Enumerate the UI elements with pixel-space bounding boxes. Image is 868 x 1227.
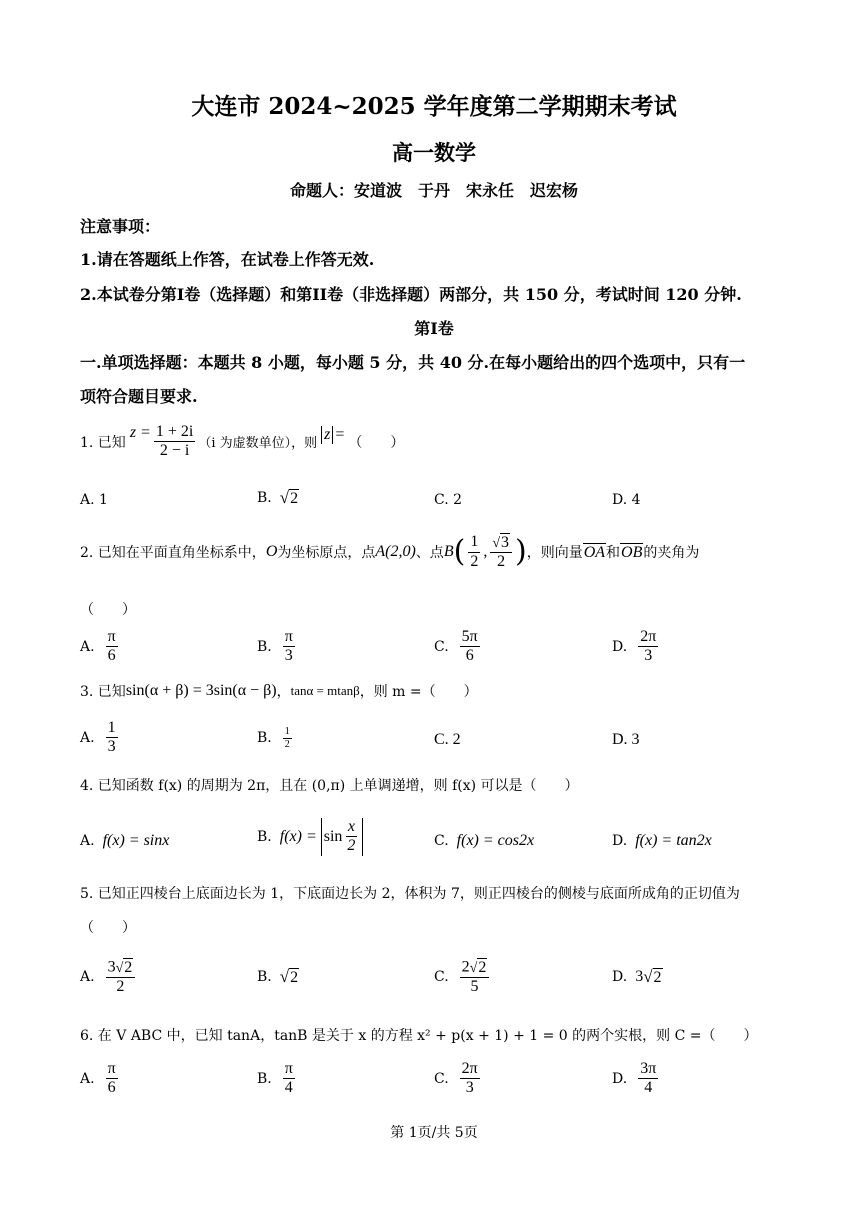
q3-option-a-num: 1 [106, 719, 118, 738]
q2-answer-paren: （ ） [80, 602, 136, 618]
q2-option-a-num: π [106, 628, 118, 647]
q3-option-b-label: B. [257, 730, 272, 746]
q6-option-c [434, 1060, 483, 1098]
q2-by-den: 2 [497, 552, 506, 570]
q4-option-b-den: 2 [347, 837, 356, 855]
q3-option-b-fraction [283, 726, 292, 750]
section-instruction-line1: 一.单项选择题：本题共 8 小题，每小题 5 分，共 40 分.在每小题给出的四个选项中，只有一 [80, 353, 746, 372]
q5-answer-paren: （ ） [80, 920, 136, 936]
exam-subject: 高一数学 [392, 140, 476, 165]
q6-option-b-fraction [283, 1060, 295, 1098]
q2-option-d-den: 3 [644, 647, 653, 665]
q4-option-c [434, 832, 534, 850]
q4-option-b-num: x [346, 818, 357, 837]
q6-option-a-label: A. [80, 1070, 95, 1087]
q5-option-b-label: B. [257, 969, 272, 985]
q5-option-c [434, 958, 492, 996]
question-4: 4. 已知函数 f(x) 的周期为 2π，且在 (0,π) 上单调递增，则 f(x) 可以是（ ） [80, 778, 579, 794]
q4-option-b-sin: sin [323, 827, 343, 845]
q1-denominator: 2 − i [159, 442, 190, 460]
q2-option-d-label: D. [612, 638, 628, 655]
q6-option-b [257, 1060, 298, 1098]
q2-vector-ob: OB [621, 543, 643, 561]
q5-option-c-num: 2 √ 2 [460, 958, 490, 978]
q2-bx-fraction [468, 533, 480, 571]
q3-option-b-den: 2 [284, 738, 290, 750]
q3-option-a [80, 719, 121, 757]
q1-z: z = [129, 423, 151, 441]
q5-option-a-label: A. [80, 969, 95, 986]
q1-option-c: C. 2 [434, 492, 463, 508]
q6-option-b-label: B. [257, 1070, 272, 1087]
q2-by-num: √ 3 [490, 533, 512, 553]
q3-option-c: C. 2 [434, 731, 461, 748]
q6-option-a-num: π [106, 1060, 118, 1079]
q5-option-c-fraction [460, 958, 490, 996]
q6-option-b-den: 4 [284, 1079, 293, 1097]
q2-point-a: A(2,0) [375, 543, 416, 561]
q4-option-d-value: f(x) = tan2x [635, 832, 712, 849]
q6-option-d-fraction [638, 1060, 658, 1098]
q2-text-2: 为坐标原点，点 [277, 545, 376, 562]
exam-title: 大连市 2024~2025 学年度第二学期期末考试 [191, 93, 677, 120]
q1-option-b-radicand: 2 [290, 490, 299, 508]
q2-option-a [80, 628, 121, 666]
q3-option-a-fraction [106, 719, 118, 757]
q5-option-d-radicand: 2 [653, 969, 662, 987]
q3-equation-1: sin(α + β) = 3sin(α − β) [125, 682, 277, 699]
q2-option-b-fraction [283, 628, 295, 666]
q1-note: （i 为虚数单位），则 [198, 436, 318, 452]
q6-option-d-label: D. [612, 1070, 628, 1087]
q2-origin: O [265, 543, 278, 561]
q5-option-a [80, 958, 138, 996]
q5-option-b-radicand: 2 [290, 969, 299, 987]
q1-prefix: 1. 已知 [80, 434, 126, 451]
q3-option-a-label: A. [80, 729, 95, 746]
q5-option-c-den: 5 [470, 977, 479, 995]
q2-by-radicand: 3 [501, 534, 509, 551]
q1-abs-z: z [321, 426, 333, 444]
q5-option-d-sqrt: √ 2 [643, 967, 662, 987]
q2-text-3: 、点 [415, 545, 444, 562]
q2-option-a-den: 6 [107, 647, 116, 665]
q3-suffix: ，则 m =（ ） [359, 684, 478, 700]
q2-vector-oa: OA [583, 543, 606, 561]
question-5: 5. 已知正四棱台上底面边长为 1，下底面边长为 2，体积为 7，则正四棱台的侧棱与底面所成角的正切值为 [80, 886, 740, 902]
q6-option-c-num: 2π [460, 1060, 480, 1079]
volume-heading: 第I卷 [414, 319, 454, 338]
q2-option-c-label: C. [434, 638, 449, 655]
q4-option-c-value: f(x) = cos2x [456, 832, 535, 849]
q5-option-c-coef: 2 [461, 958, 470, 976]
q1-equals: = [335, 425, 345, 443]
q5-option-a-coef: 3 [107, 958, 116, 976]
q6-option-b-num: π [283, 1060, 295, 1079]
q2-text-5: 的夹角为 [643, 545, 700, 562]
q4-option-b-abs [321, 818, 364, 856]
q4-option-d [612, 832, 712, 850]
q5-option-b-sqrt: √ 2 [279, 967, 299, 987]
q5-option-b [257, 967, 299, 987]
q5-option-a-radicand: 2 [124, 959, 133, 976]
q6-option-c-den: 3 [465, 1079, 474, 1097]
q2-option-b-num: π [283, 628, 295, 647]
notice-heading: 注意事项： [80, 217, 161, 236]
q5-option-c-radicand: 2 [478, 959, 487, 976]
page-footer: 第 1页/共 5页 [390, 1125, 478, 1141]
q1-option-a: A. 1 [80, 492, 108, 508]
q2-option-d-num: 2π [638, 628, 658, 647]
q2-by-fraction [490, 533, 512, 571]
q5-option-a-fraction [106, 958, 136, 996]
question-1 [80, 423, 408, 461]
q2-right-paren: ) [515, 534, 527, 570]
q4-option-b-fraction [345, 818, 357, 856]
q5-option-d-label: D. [612, 969, 628, 985]
q1-fraction [154, 423, 195, 461]
q5-option-a-den: 2 [116, 977, 125, 995]
q4-option-a-label: A. [80, 833, 95, 849]
q4-option-b [257, 818, 363, 856]
q2-option-b [257, 628, 298, 666]
q6-option-a [80, 1060, 121, 1098]
q2-option-c [434, 628, 483, 666]
q2-option-c-fraction [460, 628, 480, 666]
q5-option-c-label: C. [434, 969, 449, 986]
q2-option-d [612, 628, 661, 666]
question-3 [80, 681, 478, 701]
q3-option-b [257, 726, 295, 750]
q1-option-b-label: B. [257, 490, 272, 506]
q3-comma: ， [276, 684, 291, 700]
q4-option-c-label: C. [434, 833, 449, 849]
q4-option-d-label: D. [612, 833, 628, 849]
q2-comma: , [483, 543, 488, 561]
q6-option-c-label: C. [434, 1070, 449, 1087]
q1-option-b [257, 488, 299, 508]
q2-option-c-den: 6 [465, 647, 474, 665]
q3-equation-2: tanα = mtanβ [290, 683, 360, 698]
question-6: 6. 在 V ABC 中，已知 tanA，tanB 是关于 x 的方程 x² + p(x + 1) + 1 = 0 的两个实根，则 C =（ ） [80, 1028, 758, 1044]
q2-option-c-num: 5π [460, 628, 480, 647]
q6-option-d-num: 3π [638, 1060, 658, 1079]
q4-option-a [80, 832, 169, 850]
q4-option-b-prefix: f(x) = [279, 827, 317, 845]
q1-numerator: 1 + 2i [154, 423, 195, 442]
q3-option-b-num: 1 [284, 726, 290, 737]
notice-item-2: 2.本试卷分第I卷（选择题）和第II卷（非选择题）两部分，共 150 分，考试时间 120 分钟. [80, 285, 742, 304]
question-2 [80, 533, 699, 571]
section-instruction-line2: 项符合题目要求. [80, 387, 198, 406]
q5-option-d [612, 967, 663, 987]
q2-option-a-fraction [106, 628, 118, 666]
q6-option-d [612, 1060, 661, 1098]
q2-option-d-fraction [638, 628, 658, 666]
exam-authors: 命题人：安道波 于丹 宋永任 迟宏杨 [289, 181, 578, 200]
q3-prefix: 3. 已知 [80, 684, 126, 700]
q4-option-b-label: B. [257, 828, 272, 845]
q3-option-d: D. 3 [612, 731, 640, 748]
notice-item-1: 1.请在答题纸上作答，在试卷上作答无效. [80, 250, 375, 269]
q1-option-d: D. 4 [612, 492, 641, 508]
q6-option-d-den: 4 [644, 1079, 653, 1097]
q1-answer-paren: （ ） [348, 434, 405, 451]
q5-option-d-coef: 3 [635, 968, 644, 985]
q2-text-1: 2. 已知在平面直角坐标系中， [80, 545, 266, 562]
q2-bx-den: 2 [470, 552, 479, 570]
q2-left-paren: ( [453, 534, 466, 570]
q6-option-a-den: 6 [107, 1079, 116, 1097]
q2-option-a-label: A. [80, 638, 95, 655]
q5-option-a-num: 3 √ 2 [106, 958, 136, 978]
q4-option-a-value: f(x) = sinx [102, 832, 170, 849]
q6-option-a-fraction [106, 1060, 118, 1098]
q2-option-b-den: 3 [284, 647, 293, 665]
q3-option-a-den: 3 [107, 738, 116, 756]
q2-option-b-label: B. [257, 638, 272, 655]
q6-option-c-fraction [460, 1060, 480, 1098]
q1-option-b-sqrt: √ 2 [279, 488, 299, 508]
q2-point-b: B [443, 543, 454, 561]
q2-text-4: ，则向量 [526, 545, 583, 562]
q2-and: 和 [606, 545, 621, 562]
q2-bx-num: 1 [468, 533, 480, 552]
